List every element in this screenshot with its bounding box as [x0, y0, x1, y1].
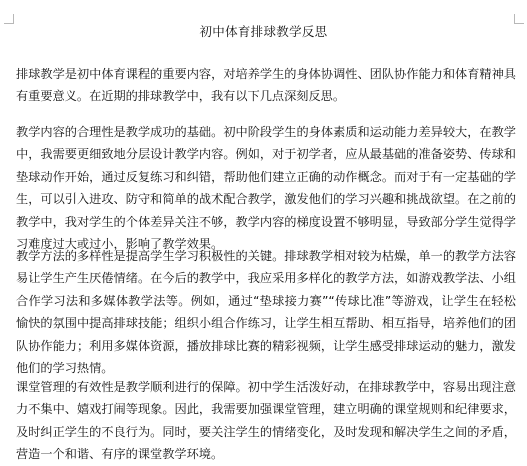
top-left-crop-mark	[4, 14, 14, 24]
paragraph-management: 课堂管理的有效性是教学顺利进行的保障。初中学生活泼好动，在排球教学中，容易出现注意力不集中、嬉戏打闹等现象。因此，我需要加强课堂管理，建立明确的课堂规则和纪律要求，及时纠正学生的不良行为。同时，要关注学生的情绪变化，及时发现和解决学生之间的矛盾，营造一个和谐、有序的课堂教学环境。	[16, 380, 516, 462]
document-title: 初中体育排球教学反思	[199, 24, 328, 39]
paragraph-intro: 排球教学是初中体育课程的重要内容，对培养学生的身体协调性、团队协作能力和体育精神具有重要意义。在近期的排球教学中，我有以下几点深刻反思。	[16, 67, 516, 104]
paragraph-methods: 教学方法的多样性是提高学生学习积极性的关键。排球教学相对较为枯燥，单一的教学方法容易让学生产生厌倦情绪。在今后的教学中，我应采用多样化的教学方法，如游戏教学法、小组合作学习法和多媒体教学法等。例如，通过“垫球接力赛”“传球比准”等游戏，让学生在轻松愉快的氛围中提高排球技能；组织小组合作练习，让学生相互帮助、相互指导，培养他们的团队协作能力；利用多媒体资源，播放排球比赛的精彩视频，让学生感受排球运动的魅力，激发他们的学习热情。	[16, 249, 516, 376]
paragraph-content: 教学内容的合理性是教学成功的基础。初中阶段学生的身体素质和运动能力差异较大，在教学中，我需要更细致地分层设计教学内容。例如，对于初学者，应从最基础的准备姿势、传球和垫球动作开始，通过反复练习和纠错，帮助他们建立正确的动作概念。而对于有一定基础的学生，可以引入进攻、防守和简单的战术配合教学，激发他们的学习兴趣和挑战欲望。在之前的教学中，我对学生的个体差异关注不够，教学内容的梯度设置不够明显，导致部分学生觉得学习难度过大或过小，影响了教学效果。	[16, 125, 516, 252]
top-right-crop-mark	[514, 14, 524, 24]
